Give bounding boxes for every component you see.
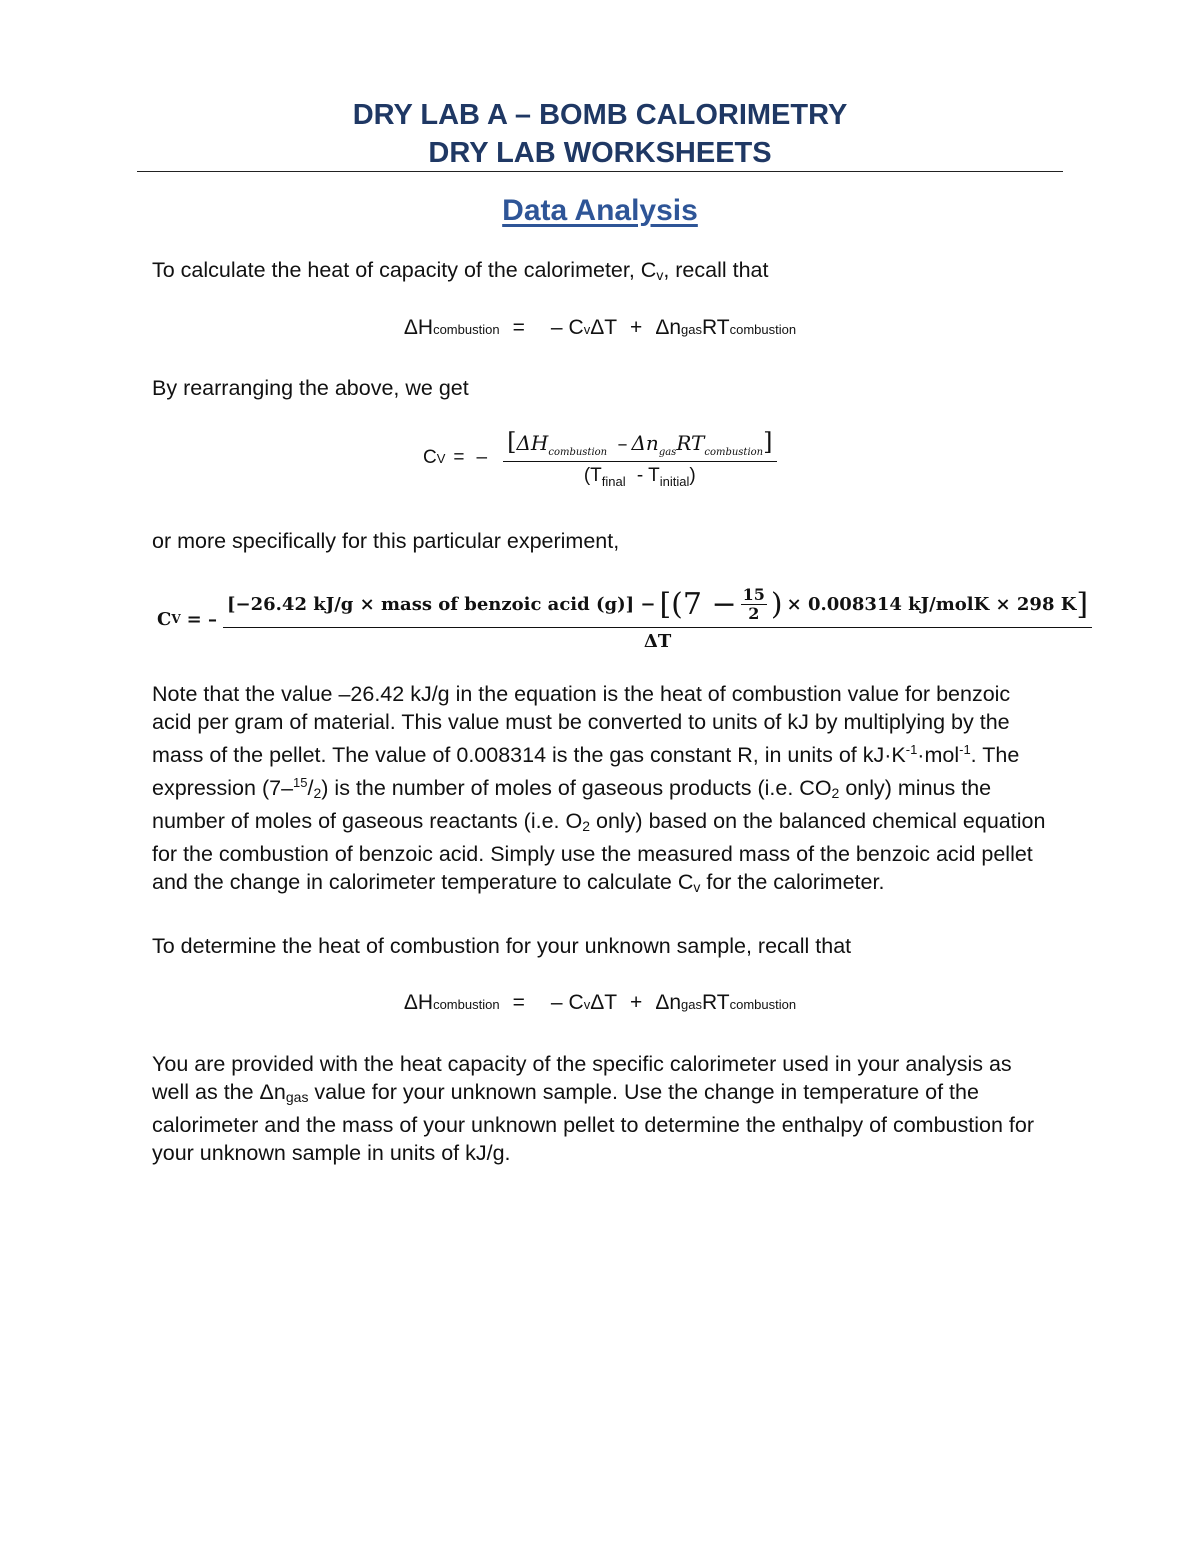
section-heading: Data Analysis bbox=[502, 194, 698, 227]
equation-heat-of-combustion: ΔH combustion = – C v ΔT + Δn gas RT combustion bbox=[403, 316, 797, 339]
cv-general-fraction: $\frac{[\Delta H_{combustion} - \Delta n_{gas}RT_{combustion}]}{(T_{final} - T_{initial})}$ bbox=[503, 428, 776, 489]
title-line-1: DRY LAB A – BOMB CALORIMETRY bbox=[352, 99, 848, 131]
equation-cv-specific: C V = – [−26.42 kJ/g × mass of benzoic acid (g)] − [(7 − $\frac{15}{2}$ ) × 0.008314 kJ/molK × 298 K ] ΔT bbox=[157, 586, 1092, 652]
title-divider bbox=[137, 171, 1063, 172]
cv-specific-fraction: [−26.42 kJ/g × mass of benzoic acid (g)] − [(7 − $\frac{15}{2}$ ) × 0.008314 kJ/molK × 298 K ] ΔT bbox=[223, 586, 1092, 652]
fifteen-halves-fraction: $\frac{15}{2}$ bbox=[742, 585, 765, 623]
equation-cv-general: C V = – $\frac{[\Delta H_{combustion} - \Delta n_{gas}RT_{combustion}]}{(T_{final} - T_{initial})}$ bbox=[423, 428, 777, 489]
intro-paragraph: To calculate the heat of capacity of the calorimeter, $C_v$, recall that bbox=[152, 258, 769, 283]
title-line-2: DRY LAB WORKSHEETS bbox=[428, 137, 772, 169]
final-paragraph: You are provided with the heat capacity of the specific calorimeter used in your analysis as well as the $\Delta n_{gas}$ value for your unknown sample. Use the change in temperature of the calorimeter and the mass of your unknown pellet to determine the enthalpy of combustion for your unknown sample in units of kJ/g. bbox=[152, 1052, 1034, 1165]
rearrange-paragraph: By rearranging the above, we get bbox=[152, 376, 469, 400]
specific-paragraph: or more specifically for this particular experiment, bbox=[152, 529, 620, 553]
determine-paragraph: To determine the heat of combustion for your unknown sample, recall that bbox=[152, 934, 852, 958]
note-paragraph: Note that the value –26.42 kJ/g in the equation is the heat of combustion value for benzoic acid per gram of material. This value must be converted to units of kJ by multiplying by the mass of the pellet. The value of 0.008314 is the gas constant R, in units of $kJ\cdot K^{-1}\cdot mol^{-1}$. The expression $(7-^{15}/_2)$ is the number of moles of gaseous products (i.e. $CO_2$ only) minus the number of moles of gaseous reactants (i.e. $O_2$ only) based on the balanced chemical equation for the combustion of benzoic acid. Simply use the measured mass of the benzoic acid pellet and the change in calorimeter temperature to calculate $C_v$ for the calorimeter. bbox=[152, 682, 1046, 895]
document-title bbox=[0, 96, 1200, 172]
equation-heat-of-combustion-2: ΔH combustion = – C v ΔT + Δn gas RT combustion bbox=[403, 991, 797, 1014]
